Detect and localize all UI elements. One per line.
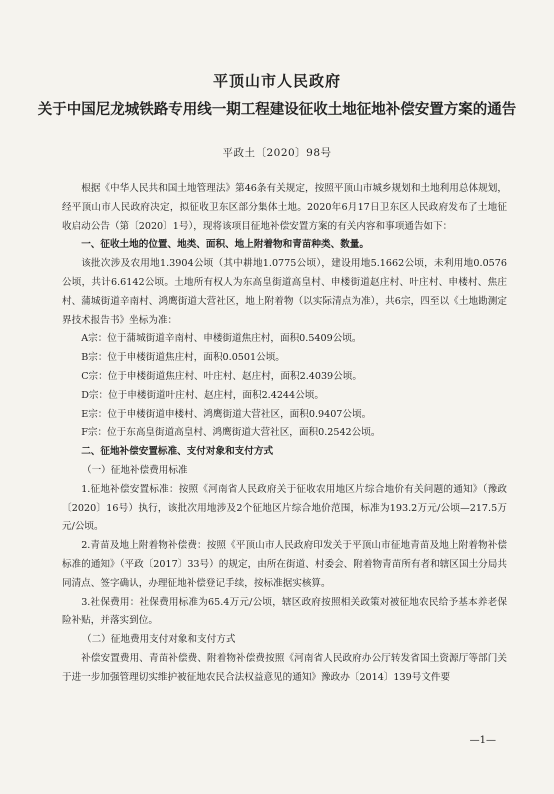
intro-paragraph: 根据《中华人民共和国土地管理法》第46条有关规定，按照平顶山市城乡规划和土地利用总体规划，经平顶山市人民政府决定，拟征收卫东区部分集体土地。2020年6月17日卫东区人民政府发布了土地征收启动公告（第〔2020〕1号），现将该项目征地补偿安置方案的有关内容和事项通告如下：	[62, 183, 507, 232]
parcel-a: A宗：位于蒲城街道辛南村、申楼街道焦庄村，面积0.5409公顷。	[81, 333, 362, 345]
parcel-d: D宗：位于申楼街道叶庄村、赵庄村，面积2.4244公顷。	[81, 389, 324, 401]
subsection2-heading: （二）征地费用支付对象和支付方式	[82, 634, 236, 646]
document-title-line2: 关于中国尼龙城铁路专用线一期工程建设征收土地征地补偿安置方案的通告	[37, 101, 517, 118]
parcel-c: C宗：位于申楼街道焦庄村、叶庄村、赵庄村，面积2.4039公顷。	[81, 370, 362, 382]
parcel-b: B宗：位于申楼街道焦庄村，面积0.0501公顷。	[81, 352, 285, 364]
subsection1-heading: （一）征地补偿费用标准	[82, 464, 188, 476]
page-number: —1—	[469, 735, 496, 746]
document-title-line1: 平顶山市人民政府	[212, 72, 341, 90]
section2-heading: 二、征地补偿安置标准、支付对象和支付方式	[81, 446, 274, 458]
document-body	[62, 180, 507, 688]
section1-heading: 一、征收土地的位置、地类、面积、地上附着物和青苗种类、数量。	[81, 239, 369, 251]
document-number: 平政土〔2020〕98号	[222, 147, 332, 159]
land-summary-paragraph: 该批次涉及农用地1.3904公顷（其中耕地1.0775公顷），建设用地5.1662公顷，未利用地0.0576公顷，共计6.6142公顷。土地所有权人为东高皇街道高皇村、申楼街道赵庄村、叶庄村、申楼村、焦庄村、蒲城街道辛南村、鸿鹰街道大营社区，地上附着物（以实际清点为准），共6宗，四至以《土地勘测定界技术报告书》坐标为准：	[62, 258, 507, 326]
item2-paragraph: 2.青苗及地上附着物补偿费：按照《平顶山市人民政府印发关于平顶山市征地青苗及地上附着物补偿标准的通知》（平政〔2017〕33号）的规定，由所在街道、村委会、附着物青苗所有者和辖区国土分局共同清点、签字确认，办理征地补偿登记手续，按标准据实核算。	[62, 540, 507, 589]
item3-paragraph: 3.社保费用：社保费用标准为65.4万元/公顷，辖区政府按照相关政策对被征地农民给予基本养老保险补贴，并落实到位。	[62, 596, 507, 627]
item1-paragraph: 1.征地补偿安置标准：按照《河南省人民政府关于征收农用地区片综合地价有关问题的通知》（豫政〔2020〕16号）执行，该批次用地涉及2个征地区片综合地价范围，标准为193.2万元/公顷—217.5万元/公顷。	[62, 483, 507, 533]
parcel-f: F宗：位于东高皇街道高皇村、鸿鹰街道大营社区，面积0.2542公顷。	[81, 427, 381, 439]
parcel-e: E宗：位于申楼街道申楼村、鸿鹰街道大营社区，面积0.9407公顷。	[81, 408, 372, 420]
payment-paragraph: 补偿安置费用、青苗补偿费、附着物补偿费按照《河南省人民政府办公厅转发省国土资源厅等部门关于进一步加强管理切实维护被征地农民合法权益意见的通知》豫政办〔2014〕139号文件要	[62, 652, 507, 683]
